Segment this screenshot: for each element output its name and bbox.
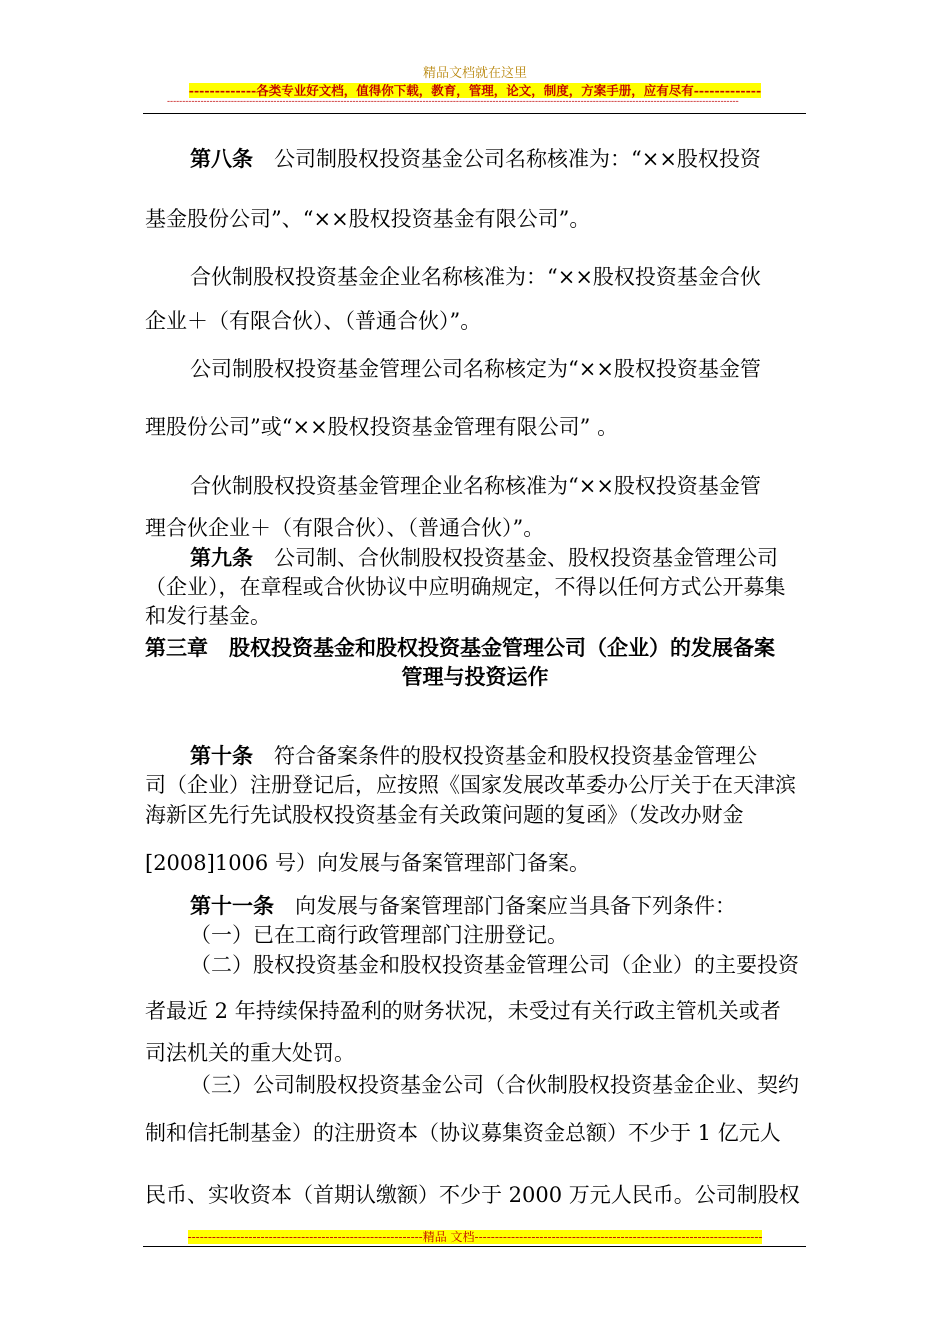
- chapter-3-heading-line-2: 管理与投资运作: [401, 664, 549, 689]
- condition-1: （一）已在工商行政管理部门注册登记。: [190, 923, 568, 947]
- article-10-label: 第十条: [190, 743, 253, 768]
- article-8-label: 第八条: [190, 146, 253, 171]
- paragraph-partnership-name-line-1: 合伙制股权投资基金企业名称核准为：“××股权投资基金合伙: [190, 265, 761, 289]
- condition-3-line-1: （三）公司制股权投资基金公司（合伙制股权投资基金企业、契约: [190, 1073, 799, 1097]
- condition-3-line-3: 民币、实收资本（首期认缴额）不少于 2000 万元人民币。公司制股权: [145, 1183, 800, 1207]
- article-8-line-2: 基金股份公司”、“××股权投资基金有限公司”。: [145, 207, 591, 231]
- article-9-line-2: （企业），在章程或合伙协议中应明确规定，不得以任何方式公开募集: [145, 575, 786, 599]
- article-10-line-4: [2008]1006 号）向发展与备案管理部门备案。: [145, 851, 590, 875]
- article-10-line-2: 司（企业）注册登记后，应按照《国家发展改革委办公厅关于在天津滨: [145, 773, 796, 797]
- article-11-label: 第十一条: [190, 893, 274, 918]
- header-dash-line: --------------------------------------------------------------------------------------------------------------------------------------------------------------------------------------------: [167, 97, 739, 107]
- paragraph-management-partnership-line-2: 理合伙企业＋（有限合伙）、（普通合伙）”。: [145, 516, 545, 540]
- condition-2-line-2: 者最近 2 年持续保持盈利的财务状况，未受过有关行政主管机关或者: [145, 999, 781, 1023]
- article-9-line-3: 和发行基金。: [145, 604, 271, 628]
- article-10-line-1: 第十条 符合备案条件的股权投资基金和股权投资基金管理公: [190, 743, 757, 768]
- header-tagline-text: -------------各类专业好文档，值得你下载，教育，管理，论文，制度，方案手册，应有尽有-------------: [188, 83, 762, 98]
- footer-text: ----------------------------------------------------------精品 文档-----------------------------------------------------------------------: [187, 1230, 763, 1244]
- paragraph-management-company-line-2: 理股份公司”或“××股权投资基金管理有限公司” 。: [145, 415, 619, 439]
- article-10-line-3: 海新区先行先试股权投资基金有关政策问题的复函》（发改办财金: [145, 803, 744, 827]
- header-title: 精品文档就在这里: [422, 66, 527, 81]
- condition-2-line-3: 司法机关的重大处罚。: [145, 1041, 355, 1065]
- footer-rule: [143, 1246, 806, 1247]
- footer-banner: [0, 1229, 950, 1244]
- paragraph-management-company-line-1: 公司制股权投资基金管理公司名称核定为“××股权投资基金管: [190, 357, 761, 381]
- paragraph-partnership-name-line-2: 企业＋（有限合伙）、（普通合伙）”。: [145, 309, 482, 333]
- header-rule: [143, 113, 806, 114]
- article-9-line-1: 第九条 公司制、合伙制股权投资基金、股权投资基金管理公司: [190, 545, 778, 570]
- paragraph-management-partnership-line-1: 合伙制股权投资基金管理企业名称核准为“××股权投资基金管: [190, 474, 761, 498]
- article-9-label: 第九条: [190, 545, 253, 570]
- article-11-line-1: 第十一条 向发展与备案管理部门备案应当具备下列条件：: [190, 893, 736, 918]
- article-8-line-1: 第八条 公司制股权投资基金公司名称核准为：“××股权投资: [190, 146, 761, 171]
- condition-2-line-1: （二）股权投资基金和股权投资基金管理公司（企业）的主要投资: [190, 953, 799, 977]
- chapter-3-heading-line-1: 第三章 股权投资基金和股权投资基金管理公司（企业）的发展备案: [145, 635, 775, 660]
- condition-3-line-2: 制和信托制基金）的注册资本（协议募集资金总额）不少于 1 亿元人: [145, 1121, 781, 1145]
